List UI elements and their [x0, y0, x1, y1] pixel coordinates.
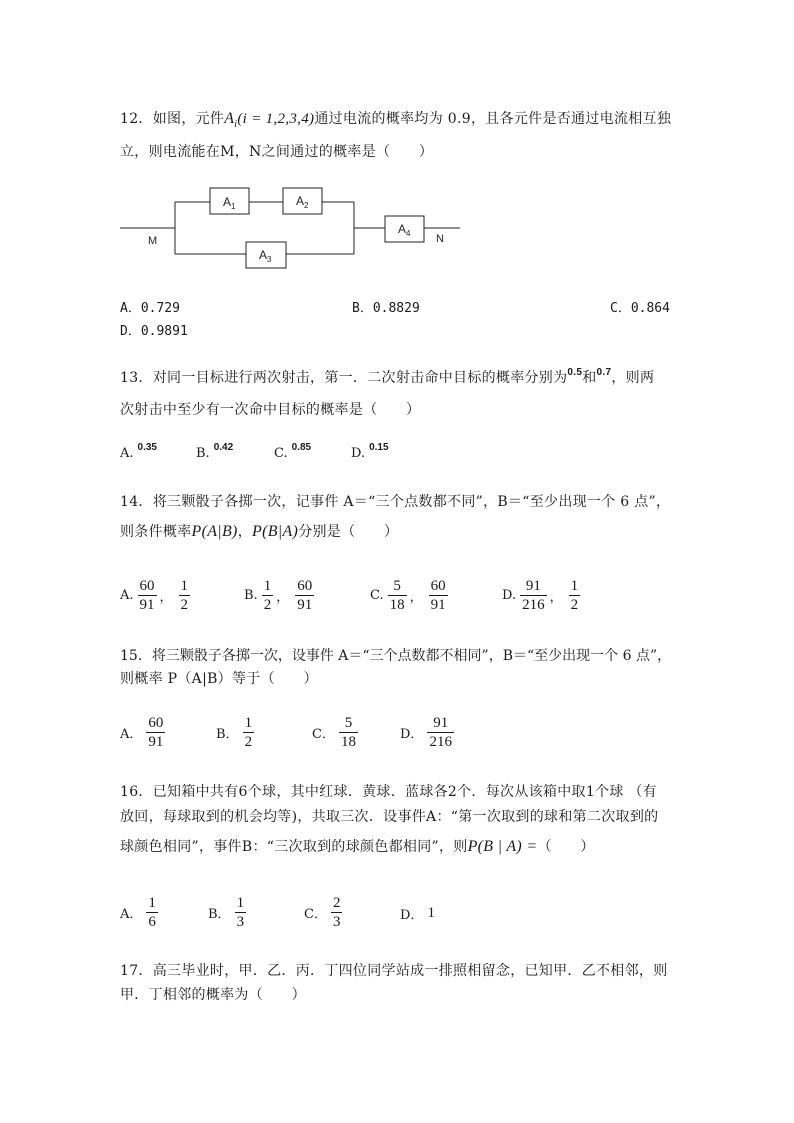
q14-option-d[interactable]: D. $\frac{91}{216}$ ， $\frac{1}{2}$	[502, 578, 579, 613]
q16-option-b[interactable]: B． $\frac{1}{3}$	[208, 895, 245, 930]
q15-option-c[interactable]: C． $\frac{5}{18}$	[312, 715, 356, 750]
q14-option-a[interactable]: A. $\frac{60}{91}$ ， $\frac{1}{2}$	[120, 578, 189, 613]
q12-line2: 立，则电流能在M，N之间通过的概率是（ ）	[120, 144, 434, 160]
q13-option-b[interactable]: B. $^{0.42}$	[196, 442, 234, 461]
q14-option-c[interactable]: C. $\frac{5}{18}$ ， $\frac{60}{91}$	[370, 578, 446, 613]
q15-option-b[interactable]: B． $\frac{1}{2}$	[216, 715, 253, 750]
q14-line1: 14．将三颗骰子各掷一次，记事件 A＝“三个点数都不同”，B＝“至少出现一个 6 点”，	[120, 494, 671, 510]
q13-option-a[interactable]: A. $^{0.35}$	[120, 442, 157, 461]
q16-option-d[interactable]: D． 1	[400, 905, 435, 923]
q13-option-d[interactable]: D. $^{0.15}$	[351, 442, 389, 461]
q15-option-a[interactable]: A． $\frac{60}{91}$	[120, 715, 164, 750]
q12-math-cond: (i = 1,2,3,4)	[237, 111, 315, 127]
q12-option-d[interactable]: D．0.9891	[120, 324, 188, 339]
label-a4: $A_4$	[398, 222, 411, 238]
q12-option-a[interactable]: A．0.729	[120, 301, 180, 316]
label-a3: $A_3$	[259, 248, 272, 264]
q16-line1: 16．已知箱中共有6个球，其中红球．黄球．蓝球各2个．每次从该箱中取1个球 （有	[120, 784, 657, 800]
label-m: M	[148, 235, 158, 247]
q12-line1: 12．如图，元件$A_i(i = 1,2,3,4)$通过电流的概率均为 0.9，且各元件是否通过电流相互独	[120, 110, 672, 131]
q17-line1: 17．高三毕业时，甲．乙．丙．丁四位同学站成一排照相留念，已知甲．乙不相邻，则	[120, 963, 668, 979]
q16-expr: P(B | A) =	[467, 838, 538, 855]
q17-line2: 甲．丁相邻的概率为（ ）	[120, 987, 306, 1003]
q14-expr1: P(A|B)	[191, 523, 238, 540]
q15-line1: 15．将三颗骰子各掷一次，设事件 A＝“三个点数都不相同”，B＝“至少出现一个 6 点”，	[120, 648, 672, 664]
q13-line2: 次射击中至少有一次命中目标的概率是（ ）	[120, 402, 421, 418]
q12-math-A: $A_i$	[224, 110, 238, 131]
q12-option-c[interactable]: C．0.864	[610, 301, 670, 316]
q14-option-b[interactable]: B. $\frac{1}{2}$ ， $\frac{60}{91}$	[244, 578, 313, 613]
q16-option-a[interactable]: A． $\frac{1}{6}$	[120, 895, 156, 930]
q15-option-d[interactable]: D． $\frac{91}{216}$	[400, 715, 452, 750]
q12-circuit-diagram	[120, 182, 465, 274]
q14-expr2: P(B|A)	[252, 523, 299, 540]
q16-line2: 放回，每球取到的机会均等)，共取三次．设事件A：“第一次取到的球和第二次取到的	[120, 809, 659, 825]
label-a2: $A_2$	[296, 194, 309, 210]
label-a1: $A_1$	[223, 195, 236, 211]
q15-line2: 则概率 P（A|B）等于（ ）	[120, 671, 318, 687]
q13-line1: 13．对同一目标进行两次射击，第一．二次射击命中目标的概率分别为$^{0.5}$和$^{0.7}$，则两	[120, 367, 655, 386]
q12-option-b[interactable]: B．0.8829	[352, 301, 420, 316]
q14-line2: 则条件概率P(A|B)，P(B|A)分别是（ ）	[120, 523, 399, 540]
q16-option-c[interactable]: C． $\frac{2}{3}$	[304, 895, 341, 930]
label-n: N	[436, 233, 444, 245]
q13-option-c[interactable]: C. $^{0.85}$	[274, 442, 312, 461]
q16-line3: 球颜色相同”，事件B：“三次取到的球颜色都相同”，则P(B | A) =（ ）	[120, 838, 595, 855]
